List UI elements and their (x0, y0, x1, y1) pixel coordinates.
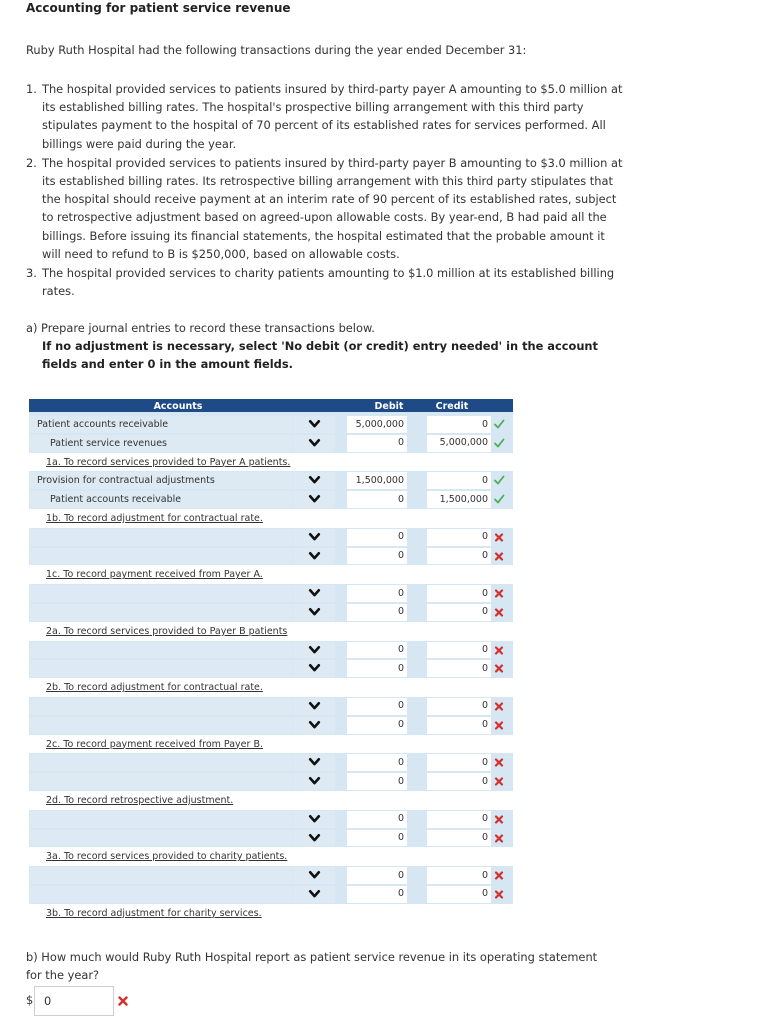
account-select[interactable] (30, 585, 292, 602)
part-b-prompt: b) How much would Ruby Ruth Hospital report as patient service revenue in its operating statement for the year? (26, 950, 598, 982)
chevron-down-icon (308, 604, 321, 620)
debit-amount-input[interactable]: 0 (347, 886, 407, 903)
journal-entry-row (29, 716, 513, 735)
account-select[interactable] (30, 886, 292, 903)
journal-table-header (29, 399, 513, 415)
debit-column-header: Debit (374, 401, 404, 412)
transaction-number: 3. (26, 266, 37, 281)
journal-rows (29, 415, 513, 923)
transaction-item (26, 264, 626, 300)
transaction-number: 1. (26, 82, 37, 96)
chevron-down-icon (308, 529, 321, 545)
credit-amount-input[interactable]: 5,000,000 (427, 435, 491, 452)
account-select-value: Provision for contractual adjustments (37, 475, 215, 487)
chevron-down-icon (308, 698, 321, 714)
journal-entry-row (29, 697, 513, 716)
journal-memo-row (29, 565, 513, 584)
debit-amount-input[interactable]: 0 (347, 491, 407, 508)
x-mark-icon (493, 868, 505, 882)
page-title: Accounting for patient service revenue (26, 1, 291, 15)
x-mark-icon (493, 699, 505, 713)
chevron-down-icon (308, 416, 321, 432)
journal-memo-row (29, 622, 513, 641)
debit-amount-input[interactable]: 0 (347, 604, 407, 621)
journal-memo-text: 2a. To record services provided to Payer B patients (46, 625, 288, 637)
journal-memo-row (29, 904, 513, 923)
debit-amount-input[interactable]: 0 (347, 830, 407, 847)
journal-memo-text: 1b. To record adjustment for contractual rate. (46, 512, 263, 524)
credit-column-header: Credit (435, 401, 469, 412)
account-select[interactable] (30, 529, 292, 546)
chevron-down-icon (308, 548, 321, 564)
journal-entry-row (29, 528, 513, 547)
journal-memo-text: 1c. To record payment received from Payer A. (46, 569, 263, 581)
account-select[interactable] (30, 604, 292, 621)
transaction-item (26, 80, 626, 153)
checkmark-icon (493, 492, 505, 506)
x-mark-icon (493, 643, 505, 657)
account-select[interactable] (30, 773, 292, 790)
chevron-down-icon (308, 717, 321, 733)
account-select-value: Patient service revenues (50, 437, 167, 449)
transaction-number: 2. (26, 155, 37, 170)
debit-amount-input[interactable]: 0 (347, 660, 407, 677)
credit-amount-input[interactable]: 0 (427, 660, 491, 677)
account-select[interactable] (30, 642, 292, 659)
journal-entry-row (29, 584, 513, 603)
part-a-instruction: If no adjustment is necessary, select 'No debit (or credit) entry needed' in the account fields and enter 0 in the amount fields. (42, 339, 598, 371)
debit-amount-input[interactable]: 0 (347, 754, 407, 771)
account-select[interactable] (30, 435, 292, 452)
journal-memo-text: 2c. To record payment received from Payer B. (46, 738, 263, 750)
journal-entry-row (29, 866, 513, 885)
x-mark-icon (493, 755, 505, 769)
part-a-section (26, 319, 616, 373)
chevron-down-icon (308, 642, 321, 658)
chevron-down-icon (308, 472, 321, 488)
x-mark-icon (493, 718, 505, 732)
account-select[interactable] (30, 472, 292, 489)
journal-memo-text: 3b. To record adjustment for charity services. (46, 907, 262, 919)
journal-entry-row (29, 885, 513, 904)
account-select-value: Patient accounts receivable (37, 419, 169, 430)
credit-amount-input[interactable]: 0 (427, 416, 491, 433)
accounts-column-header: Accounts (153, 401, 203, 412)
transaction-text: The hospital provided services to patients insured by third-party payer B amounting to $3.0 million at its established billing rates. Its retrospective billing arrangement with this third party stipulates that the hospital should receive payment at an interim rate of 90 percent of its established rates, subject to retrospective adjustment based on agreed-upon allowable costs. By year-end, B had paid all the billings. Before issuing its financial statements, the hospital estimated that the probable amount it will need to refund to B is $250,000, based on allowable costs. (42, 155, 623, 261)
x-mark-icon (493, 605, 505, 619)
credit-amount-input[interactable]: 0 (427, 472, 491, 489)
x-mark-icon (493, 661, 505, 675)
debit-amount-input[interactable]: 0 (347, 585, 407, 602)
credit-amount-input[interactable]: 1,500,000 (427, 491, 491, 508)
debit-amount-input[interactable]: 1,500,000 (347, 472, 407, 489)
debit-amount-input[interactable]: 0 (347, 867, 407, 884)
currency-symbol: $ (26, 993, 34, 1007)
chevron-down-icon (308, 660, 321, 676)
chevron-down-icon (308, 886, 321, 902)
debit-amount-input[interactable]: 0 (347, 717, 407, 734)
checkmark-icon (493, 417, 505, 431)
chevron-down-icon (308, 773, 321, 789)
debit-amount-input[interactable]: 0 (347, 811, 407, 828)
account-select[interactable] (30, 491, 292, 508)
chevron-down-icon (308, 867, 321, 883)
transaction-text: The hospital provided services to charity patients amounting to $1.0 million at its established billing rates. (42, 266, 615, 299)
journal-entry-row (29, 471, 513, 490)
credit-amount-input[interactable]: 0 (427, 585, 491, 602)
problem-intro: Ruby Ruth Hospital had the following transactions during the year ended December 31: (26, 43, 527, 57)
x-mark-icon (493, 812, 505, 826)
account-select[interactable] (30, 660, 292, 677)
journal-memo-text: 2b. To record adjustment for contractual rate. (46, 682, 263, 694)
credit-amount-input[interactable]: 0 (427, 529, 491, 546)
chevron-down-icon (308, 830, 321, 846)
account-select[interactable] (30, 867, 292, 884)
journal-entry-row (29, 603, 513, 622)
transaction-list (26, 80, 626, 300)
x-mark-icon (117, 995, 129, 1007)
account-select-value: Patient accounts receivable (50, 494, 182, 506)
credit-amount-input[interactable]: 0 (427, 867, 491, 884)
credit-amount-input[interactable]: 0 (427, 886, 491, 903)
account-select[interactable] (30, 548, 292, 565)
x-mark-icon (493, 586, 505, 600)
checkmark-icon (493, 473, 505, 487)
x-mark-icon (493, 530, 505, 544)
transaction-text: The hospital provided services to patients insured by third-party payer A amounting to $5.0 million at its established billing rates. The hospital's prospective billing arrangement with this third party stipulates payment to the hospital of 70 percent of its established rates for services performed. All billings were paid during the year. (42, 82, 623, 151)
account-select[interactable] (30, 717, 292, 734)
account-select[interactable] (30, 698, 292, 715)
x-mark-icon (493, 831, 505, 845)
credit-amount-input[interactable]: 0 (427, 698, 491, 715)
x-mark-icon (493, 549, 505, 563)
account-select[interactable] (30, 811, 292, 828)
credit-amount-input[interactable]: 0 (427, 717, 491, 734)
account-select[interactable] (30, 754, 292, 771)
chevron-down-icon (308, 585, 321, 601)
journal-memo-text: 3a. To record services provided to charity patients. (46, 851, 288, 863)
journal-memo-row (29, 453, 513, 472)
chevron-down-icon (308, 754, 321, 770)
journal-entry-row (29, 547, 513, 566)
journal-entry-table (29, 399, 513, 923)
journal-entry-row (29, 753, 513, 772)
credit-amount-input[interactable]: 0 (427, 604, 491, 621)
credit-amount-input[interactable]: 0 (427, 548, 491, 565)
journal-memo-text: 2d. To record retrospective adjustment. (46, 794, 234, 806)
credit-amount-input[interactable]: 0 (427, 754, 491, 771)
chevron-down-icon (308, 491, 321, 507)
account-select[interactable] (30, 416, 292, 433)
journal-memo-row (29, 735, 513, 754)
journal-entry-row (29, 641, 513, 660)
journal-entry-row (29, 810, 513, 829)
journal-entry-row (29, 434, 513, 453)
journal-entry-row (29, 659, 513, 678)
debit-amount-input[interactable]: 0 (347, 642, 407, 659)
checkmark-icon (493, 436, 505, 450)
journal-memo-row (29, 509, 513, 528)
transaction-item (26, 154, 626, 263)
debit-amount-input[interactable]: 0 (347, 435, 407, 452)
credit-amount-input[interactable]: 0 (427, 830, 491, 847)
credit-amount-input[interactable]: 0 (427, 642, 491, 659)
chevron-down-icon (308, 811, 321, 827)
debit-amount-input[interactable]: 0 (347, 548, 407, 565)
journal-memo-text: 1a. To record services provided to Payer A patients. (46, 456, 291, 468)
part-a-prompt: a) Prepare journal entries to record these transactions below. (26, 321, 375, 335)
credit-amount-input[interactable]: 0 (427, 811, 491, 828)
journal-memo-row (29, 678, 513, 697)
x-mark-icon (493, 774, 505, 788)
x-mark-icon (493, 887, 505, 901)
debit-amount-input[interactable]: 0 (347, 773, 407, 790)
chevron-down-icon (308, 435, 321, 451)
journal-memo-row (29, 791, 513, 810)
journal-entry-row (29, 772, 513, 791)
debit-amount-input[interactable]: 0 (347, 529, 407, 546)
journal-memo-row (29, 847, 513, 866)
credit-amount-input[interactable]: 0 (427, 773, 491, 790)
debit-amount-input[interactable]: 0 (347, 698, 407, 715)
journal-entry-row (29, 415, 513, 434)
journal-entry-row (29, 490, 513, 509)
revenue-answer-input[interactable]: 0 (34, 986, 114, 1016)
journal-entry-row (29, 829, 513, 848)
account-select[interactable] (30, 830, 292, 847)
debit-amount-input[interactable]: 5,000,000 (347, 416, 407, 433)
